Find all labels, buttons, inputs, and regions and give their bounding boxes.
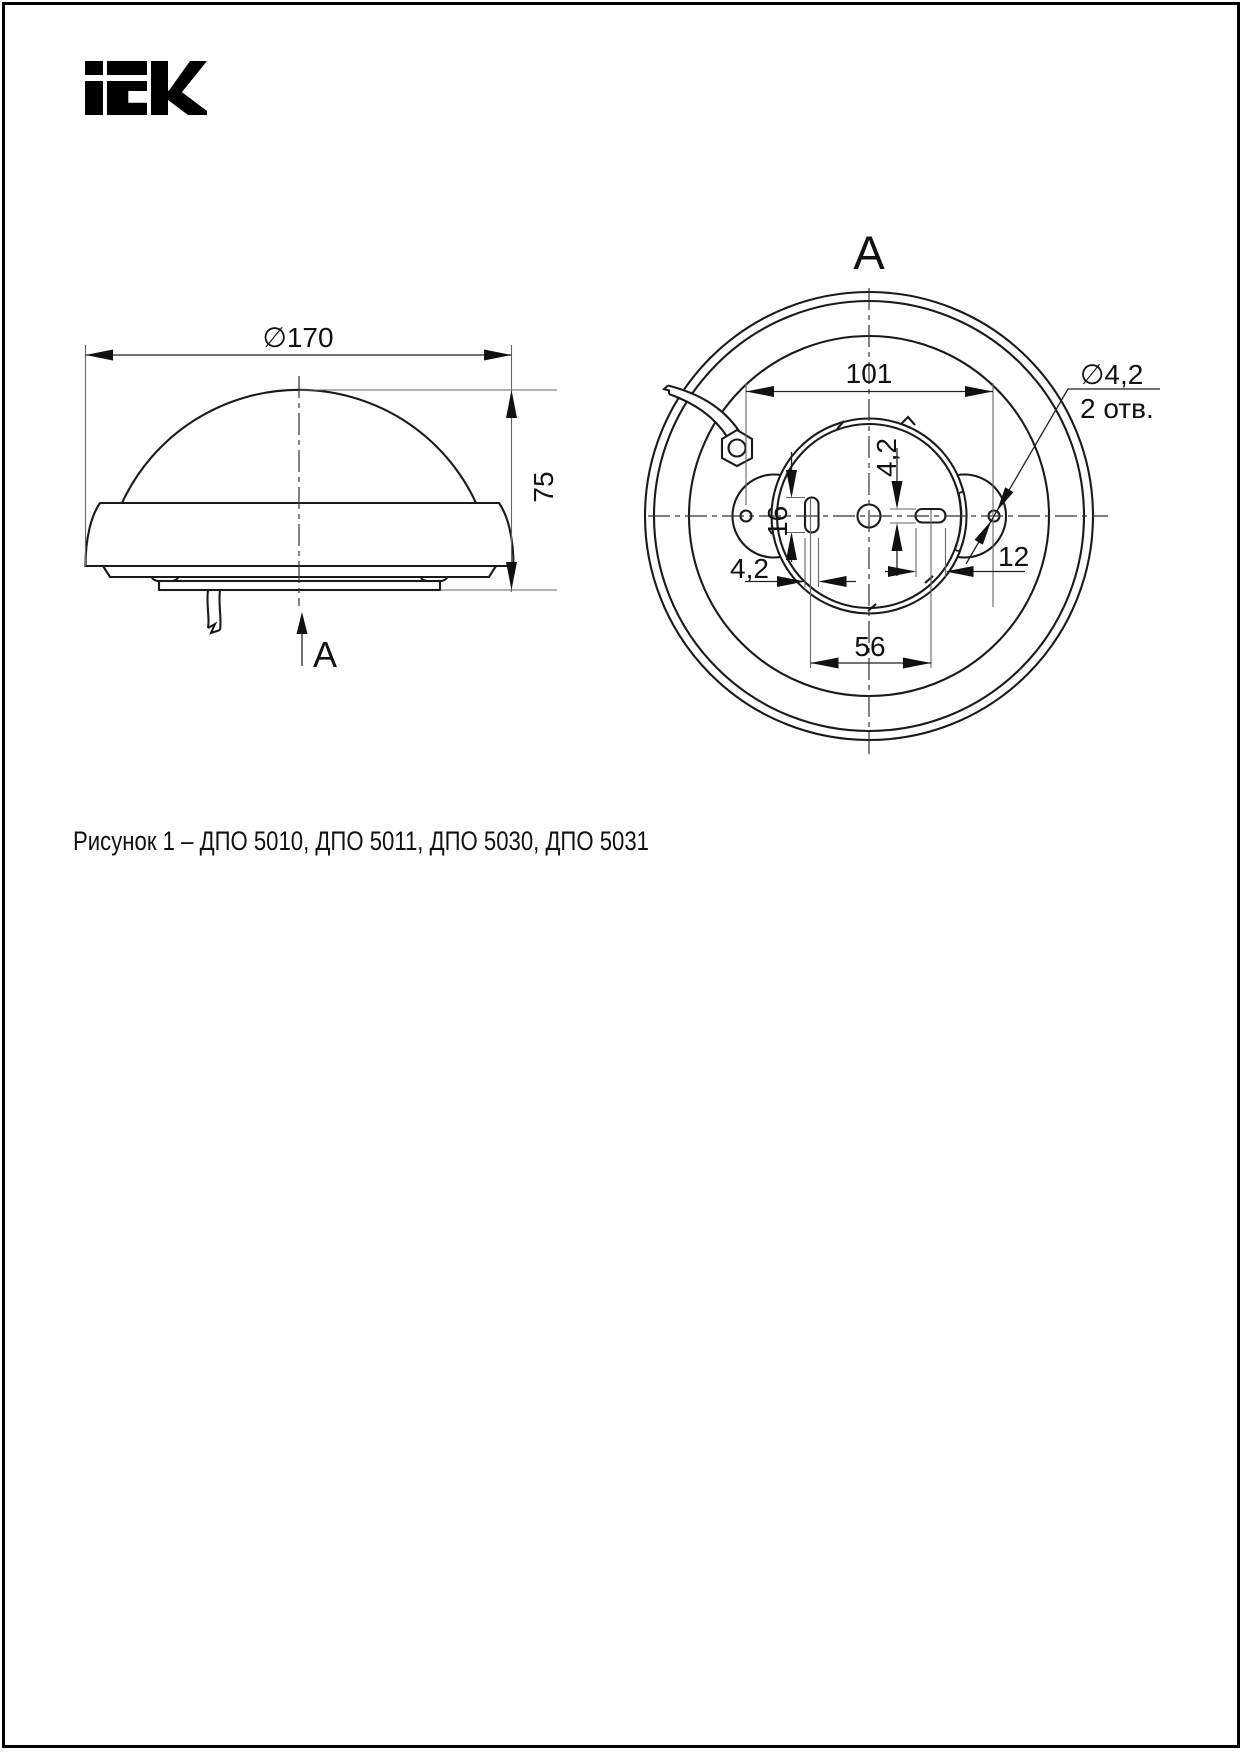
dim101-arrow-right: [965, 386, 993, 397]
dim75-label: 75: [528, 471, 559, 503]
logo-i-dot: [85, 61, 103, 75]
dim75-arrow-bottom: [506, 562, 517, 590]
cable-break-mark-side: [208, 624, 220, 633]
section-arrow-head: [297, 612, 308, 634]
side-view: [86, 322, 560, 675]
dim101-label: 101: [845, 358, 893, 389]
dim56-arrow-left: [811, 658, 839, 669]
view-a: [645, 226, 1160, 758]
logo-e-top-bar: [107, 61, 147, 75]
dim12-label: 12: [998, 541, 1030, 572]
dim42h-label: 4,2: [730, 553, 769, 584]
logo-i-stem: [85, 81, 103, 115]
dim170-arrow-right: [484, 350, 512, 361]
logo-k-stem: [151, 61, 168, 115]
dim56-arrow-right: [903, 658, 931, 669]
logo-e-body: [107, 81, 147, 115]
dim56-label: 56: [854, 631, 886, 662]
figure-caption: Рисунок 1 – ДПО 5010, ДПО 5011, ДПО 5030, ДПО 5031: [73, 826, 649, 856]
dim101-arrow-left: [746, 386, 774, 397]
dim42v-label: 4,2: [871, 438, 902, 477]
dim170-label: ∅170: [262, 322, 334, 353]
dim170-arrow-left: [86, 350, 114, 361]
dim75-arrow-top: [506, 390, 517, 418]
cable-gland-hole: [729, 440, 746, 457]
hole-count-label: 2 отв.: [1080, 393, 1154, 424]
view-a-title: A: [853, 226, 885, 279]
section-arrow-label: A: [313, 634, 338, 675]
keyhole-slot-vertical: [805, 498, 819, 533]
iek-logo: [85, 61, 207, 115]
dim16-label: 16: [762, 505, 793, 537]
hole-diameter-label: ∅4,2: [1080, 359, 1144, 390]
logo-k-lower-leg: [168, 87, 207, 115]
